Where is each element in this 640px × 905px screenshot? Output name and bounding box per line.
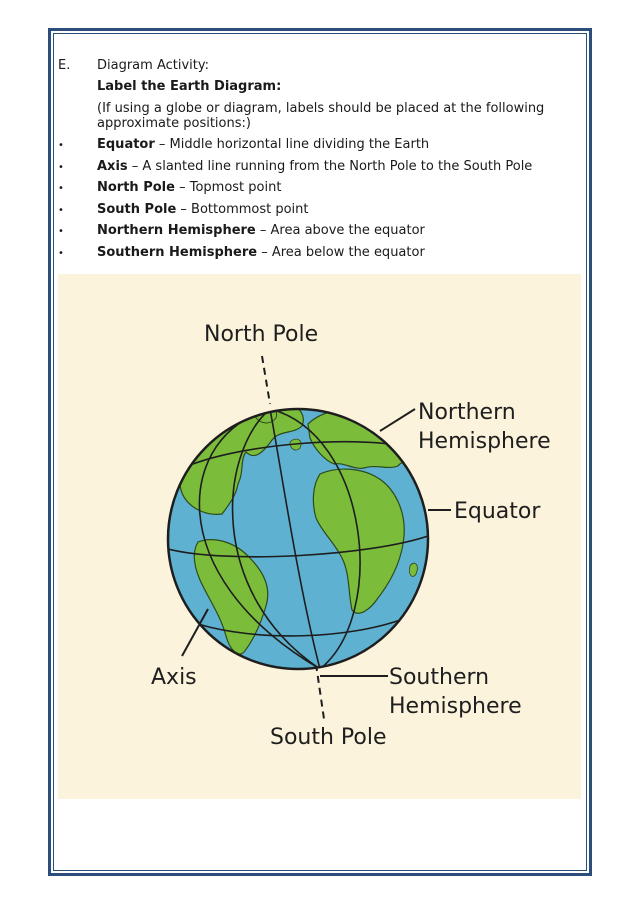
list-item-term: Axis	[97, 159, 128, 174]
axis-line-bottom	[316, 664, 324, 719]
list-item-desc: – A slanted line running from the North Pole to the South Pole	[127, 159, 533, 174]
equator-label: Equator	[454, 499, 541, 524]
eurasia	[308, 407, 426, 468]
activity-title: Diagram Activity:	[97, 58, 209, 73]
list-item	[97, 137, 429, 153]
list-item-term: North Pole	[97, 180, 175, 195]
activity-subtitle: Label the Earth Diagram:	[97, 79, 282, 94]
northern-hemisphere-leader	[380, 409, 415, 431]
list-item	[97, 245, 425, 261]
list-item	[97, 159, 532, 175]
list-item-term: Equator	[97, 137, 155, 152]
list-item-desc: – Topmost point	[174, 180, 282, 195]
list-item-desc: – Bottommost point	[176, 202, 309, 217]
north-pole-label: North Pole	[204, 322, 319, 347]
list-item-desc: – Area above the equator	[255, 223, 425, 238]
axis-line-top	[262, 356, 270, 404]
list-item-term: Northern Hemisphere	[97, 223, 256, 238]
list-item-desc: – Middle horizontal line dividing the Earth	[154, 137, 430, 152]
bullet-marker: •	[58, 162, 64, 173]
northern-hemisphere-label-1: Northern	[418, 400, 516, 425]
axis-label: Axis	[151, 665, 197, 690]
south-pole-label: South Pole	[270, 725, 387, 750]
bullet-marker: •	[58, 226, 64, 237]
activity-note-line2: approximate positions:)	[97, 116, 251, 131]
list-item	[97, 223, 425, 239]
list-item-desc: – Area below the equator	[257, 245, 425, 260]
bullet-marker: •	[58, 205, 64, 216]
list-item	[97, 202, 309, 218]
earth-diagram	[58, 274, 581, 799]
southern-hemisphere-label-1: Southern	[389, 665, 490, 690]
bullet-marker: •	[58, 183, 64, 194]
bullet-marker: •	[58, 140, 64, 151]
list-item-term: Southern Hemisphere	[97, 245, 258, 260]
globe-icon	[168, 402, 428, 669]
bullet-marker: •	[58, 248, 64, 259]
earth-diagram-svg	[58, 274, 581, 799]
list-item-term: South Pole	[97, 202, 177, 217]
madagascar	[409, 563, 417, 576]
northern-hemisphere-label-2: Hemisphere	[418, 429, 551, 454]
list-item	[97, 180, 281, 196]
activity-letter: E.	[58, 58, 71, 73]
southern-hemisphere-label-2: Hemisphere	[389, 694, 522, 719]
activity-note-line1: (If using a globe or diagram, labels should be placed at the following	[97, 101, 545, 116]
